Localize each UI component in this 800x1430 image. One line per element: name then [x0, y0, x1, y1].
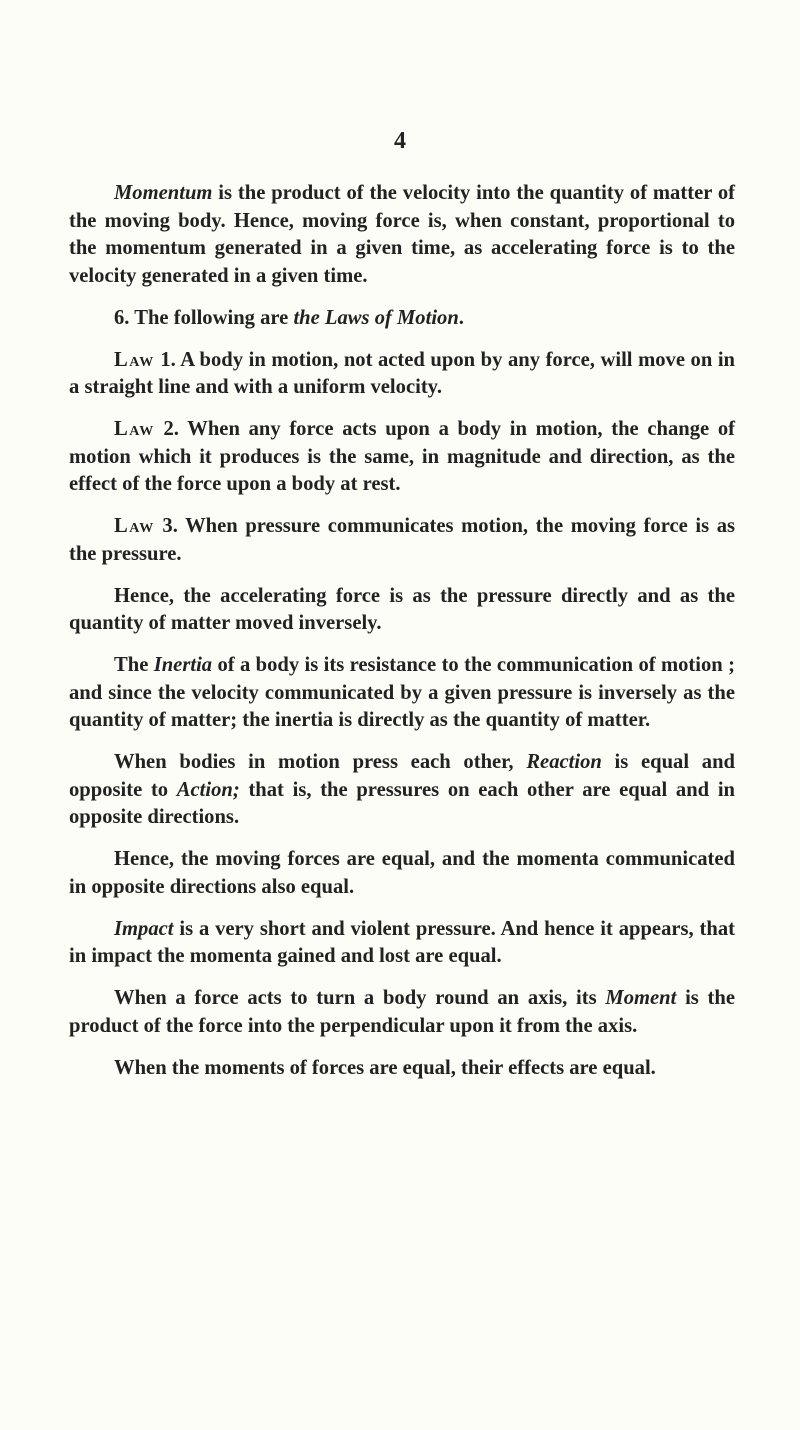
term-action: Action; — [176, 778, 240, 801]
law-2-text: When any force acts upon a body in motion, the change of motion which it produces is the same, in magnitude and direction, as the effect of the force upon a body at rest. — [69, 418, 735, 495]
law-1-label: Law — [114, 348, 155, 371]
moment-pre: When a force acts to turn a body round an axis, its — [114, 987, 606, 1009]
law-1-text: A body in motion, not acted upon by any force, will move on in a straight line and with a uniform velocity. — [69, 348, 736, 398]
law-3-number: 3. — [154, 515, 178, 537]
paragraph-law-2 — [69, 416, 735, 499]
impact-text: is a very short and violent pressure. And hence it appears, that in impact the momenta gained and lost are equal. — [69, 917, 735, 967]
hence-accelerating-text: Hence, the accelerating force is as the pressure directly and as the quantity of matter moved inversely. — [69, 584, 735, 634]
equal-moments-text: When the moments of forces are equal, their effects are equal. — [114, 1056, 656, 1079]
term-moment: Moment — [605, 987, 677, 1009]
reaction-text: that is, the pressures on each other are equal and in opposite directions. — [69, 778, 735, 828]
law-3-label: Law — [114, 515, 155, 537]
law-2-number: 2. — [154, 418, 179, 440]
paragraph-impact — [69, 916, 735, 971]
reaction-pre: When bodies in motion press each other, — [114, 751, 527, 773]
paragraph-law-3 — [69, 513, 735, 568]
moment-text: is the product of the force into the perpendicular upon it from the axis. — [69, 987, 736, 1037]
law-2-label: Law — [114, 418, 155, 440]
paragraph-momentum — [69, 180, 735, 290]
paragraph-equal-moments — [69, 1055, 735, 1083]
section-6-text: The following are — [129, 306, 294, 329]
term-momentum: Momentum — [114, 182, 213, 204]
term-laws-of-motion: the Laws of Motion — [293, 306, 459, 329]
section-number: 6. — [114, 306, 130, 329]
term-impact: Impact — [114, 917, 174, 940]
page-number: 4 — [394, 128, 406, 154]
hence-moving-forces-text: Hence, the moving forces are equal, and the momenta communicated in opposite directions also equal. — [69, 848, 735, 898]
law-3-text: When pressure communicates motion, the moving force is as the pressure. — [69, 515, 736, 565]
paragraph-law-1 — [69, 347, 735, 402]
reaction-mid: is equal and opposite to — [69, 751, 735, 801]
momentum-text: is the product of the velocity into the quantity of matter of the moving body. Hence, moving force is, when constant, proportional to the momentum generated in a given time, as accelerating force is to the velocity generated in a given time. — [69, 182, 735, 287]
paragraph-hence-accelerating — [69, 583, 735, 638]
paragraph-reaction — [69, 749, 735, 832]
page-body — [69, 180, 735, 1097]
paragraph-hence-moving-forces — [69, 846, 735, 901]
paragraph-moment — [69, 985, 735, 1040]
paragraph-inertia — [69, 652, 735, 735]
section-6-end: . — [458, 306, 464, 329]
term-inertia: Inertia — [153, 654, 213, 676]
paragraph-section-6 — [69, 305, 735, 333]
law-1-number: 1. — [154, 348, 176, 371]
term-reaction: Reaction — [526, 751, 602, 773]
inertia-pre: The — [114, 654, 154, 676]
inertia-text: of a body is its resistance to the communication of motion ; and since the velocity communicated by a given pressure is inversely as the quantity of matter; the inertia is directly as the quantity of matter. — [69, 654, 736, 731]
